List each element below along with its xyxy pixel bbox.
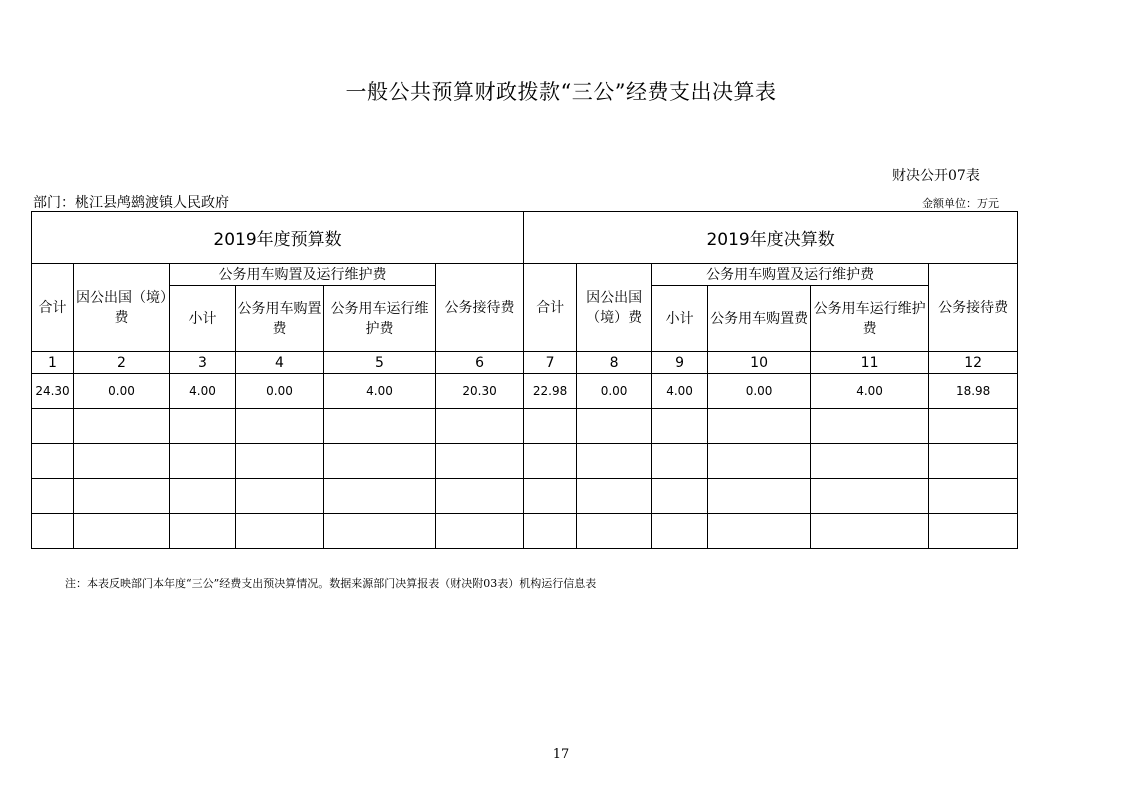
header-subtotal-budget: 小计 xyxy=(170,286,236,352)
empty-row xyxy=(32,479,1018,514)
column-number: 4 xyxy=(236,352,324,374)
table-cell: 4.00 xyxy=(811,374,929,409)
column-number: 6 xyxy=(436,352,524,374)
empty-row xyxy=(32,444,1018,479)
budget-table xyxy=(31,211,1018,549)
table-row xyxy=(32,374,1018,409)
header-subtotal-final: 小计 xyxy=(652,286,708,352)
table-cell: 20.30 xyxy=(436,374,524,409)
empty-row xyxy=(32,409,1018,444)
unit-label: 金额单位：万元 xyxy=(922,197,999,210)
empty-row xyxy=(32,514,1018,549)
table-cell: 24.30 xyxy=(32,374,74,409)
table-cell: 22.98 xyxy=(524,374,577,409)
column-number: 10 xyxy=(708,352,811,374)
table-cell: 4.00 xyxy=(652,374,708,409)
subgroup-header-final: 公务用车购置及运行维护费 xyxy=(652,264,929,286)
header-car-running-final: 公务用车运行维护费 xyxy=(811,286,929,352)
table-cell: 0.00 xyxy=(708,374,811,409)
table-cell: 0.00 xyxy=(577,374,652,409)
table-cell: 18.98 xyxy=(929,374,1018,409)
column-number: 3 xyxy=(170,352,236,374)
page-title: 一般公共预算财政拨款“三公”经费支出决算表 xyxy=(345,80,777,104)
column-number: 2 xyxy=(74,352,170,374)
header-car-purchase-final: 公务用车购置费 xyxy=(708,286,811,352)
column-number: 8 xyxy=(577,352,652,374)
group-header-budget: 2019年度预算数 xyxy=(32,212,524,264)
column-number: 5 xyxy=(324,352,436,374)
header-total-final: 合计 xyxy=(524,264,577,352)
header-abroad-final: 因公出国（境）费 xyxy=(577,264,652,352)
page-number: 17 xyxy=(552,747,570,762)
header-reception-final: 公务接待费 xyxy=(929,264,1018,352)
table-cell: 4.00 xyxy=(170,374,236,409)
column-number: 11 xyxy=(811,352,929,374)
subgroup-header-budget: 公务用车购置及运行维护费 xyxy=(170,264,436,286)
table-cell: 4.00 xyxy=(324,374,436,409)
header-reception-budget: 公务接待费 xyxy=(436,264,524,352)
table-cell: 0.00 xyxy=(236,374,324,409)
table-cell: 0.00 xyxy=(74,374,170,409)
form-number: 财决公开07表 xyxy=(892,168,980,184)
header-abroad-budget: 因公出国（境）费 xyxy=(74,264,170,352)
group-header-final: 2019年度决算数 xyxy=(524,212,1018,264)
column-number: 1 xyxy=(32,352,74,374)
column-number: 12 xyxy=(929,352,1018,374)
header-total-budget: 合计 xyxy=(32,264,74,352)
department-label: 部门：桃江县鸬鹚渡镇人民政府 xyxy=(33,195,229,211)
column-number: 7 xyxy=(524,352,577,374)
column-number: 9 xyxy=(652,352,708,374)
header-car-purchase-budget: 公务用车购置费 xyxy=(236,286,324,352)
footnote: 注：本表反映部门本年度“三公”经费支出预决算情况。数据来源部门决算报表（财决附03表）机构运行信息表 xyxy=(65,577,597,590)
header-car-running-budget: 公务用车运行维护费 xyxy=(324,286,436,352)
